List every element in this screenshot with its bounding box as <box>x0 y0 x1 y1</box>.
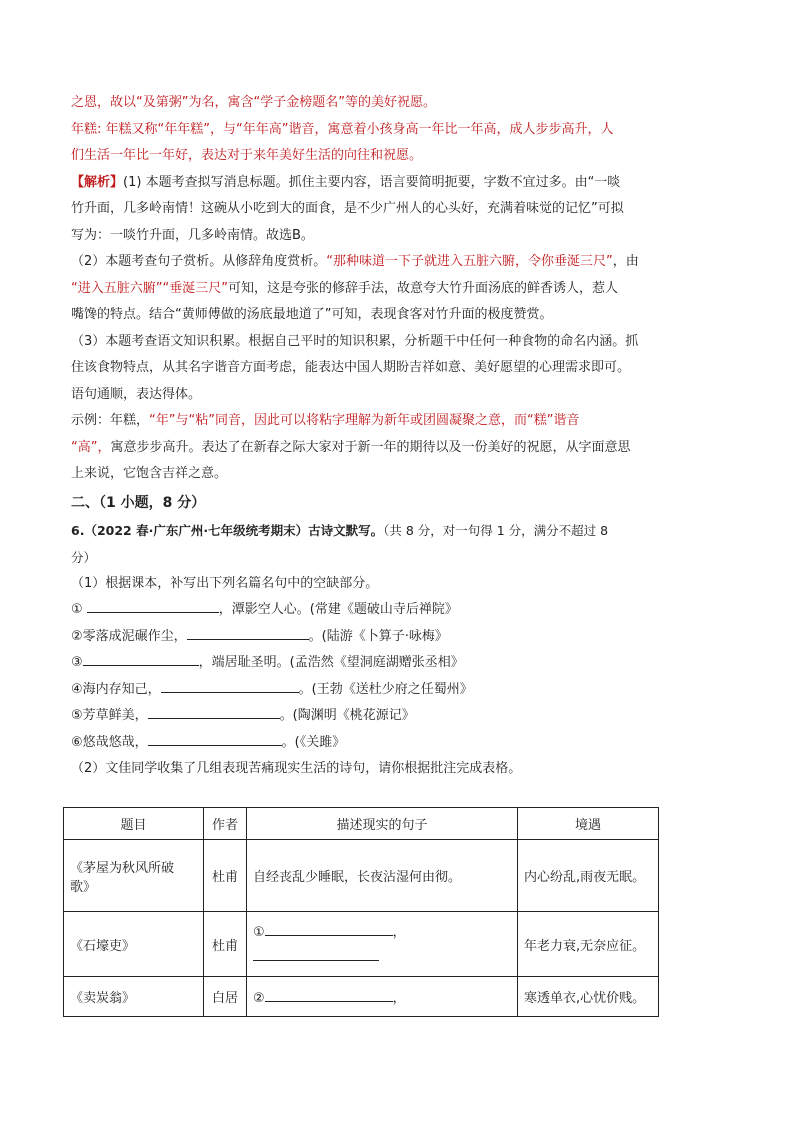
cell-author: 杜甫 <box>204 840 247 912</box>
example-text: 示例：年糕， <box>71 413 150 428</box>
fill-item-3 <box>71 650 721 677</box>
table-row <box>64 840 659 912</box>
analysis-paragraph-2 <box>71 249 721 276</box>
item-prefix: ②零落成泥碾作尘， <box>71 628 187 644</box>
fill-item-2 <box>71 624 721 651</box>
answer-line: 们生活一年比一年好，表达对于来年美好生活的向往和祝愿。 <box>71 148 423 163</box>
analysis-text: （2）本题考查句子赏析。从修辞角度赏析。 <box>71 254 327 269</box>
cell-situation: 年老力衰,无奈应征。 <box>518 912 659 977</box>
question-rule-cont: 分） <box>71 549 97 565</box>
item-suffix: 。(陆游《卜算子·咏梅》 <box>308 628 448 644</box>
item-suffix: 。(《关雎》 <box>281 734 346 750</box>
table-row <box>64 977 659 1017</box>
question-source: （2022 春·广东广州·七年级统考期末）古诗文默写。 <box>84 522 384 538</box>
answer-blank[interactable] <box>253 946 379 961</box>
item-prefix: ④海内存知己， <box>71 681 161 697</box>
answer-blank[interactable] <box>161 678 299 693</box>
header-author: 作者 <box>204 808 247 840</box>
subquestion-1: （1）根据课本，补写出下列名篇名句中的空缺部分。 <box>71 575 379 591</box>
answer-blank[interactable] <box>265 921 393 936</box>
title-text: 歌》 <box>70 879 97 895</box>
header-sentence: 描述现实的句子 <box>247 808 518 840</box>
fill-item-4 <box>71 677 721 704</box>
poem-table <box>63 807 659 1017</box>
header-situation: 境遇 <box>518 808 659 840</box>
answer-line: 年糕: 年糕又称“年年糕”，与“年年高”谐音，寓意着小孩身高一年比一年高，成人步步高升，人 <box>71 121 614 137</box>
section-heading: 二、（1 小题，8 分） <box>71 494 206 511</box>
cell-title: 《卖炭翁》 <box>64 977 204 1017</box>
answer-blank[interactable] <box>87 598 219 613</box>
item-suffix: 。(陶渊明《桃花源记》 <box>279 708 415 723</box>
answer-blank[interactable] <box>148 731 282 746</box>
cell-author: 白居 <box>204 977 247 1017</box>
blank-mark: ① <box>253 924 265 940</box>
table-row <box>64 912 659 977</box>
answer-blank[interactable] <box>148 704 280 719</box>
cell-title <box>64 840 204 912</box>
analysis-text: ，由 <box>612 254 639 269</box>
example-red-text: “高”， <box>71 439 111 455</box>
analysis-line: 嘴馋的特点。结合“黄师傅做的汤底最地道了”可知，表现食客对竹升面的极度赞赏。 <box>71 307 553 322</box>
answer-blank[interactable] <box>265 987 393 1002</box>
fill-item-1 <box>71 597 721 624</box>
item-suffix: ，潭影空人心。(常建《题破山寺后禅院》 <box>218 602 458 617</box>
analysis-line: 住该食物特点，从其名字谐音方面考虑，能表达中国人期盼吉祥如意、美好愿望的心理需求即可。 <box>71 360 631 375</box>
example-line <box>71 435 721 462</box>
question-number: 6. <box>71 522 85 538</box>
table-header-row <box>64 808 659 840</box>
fill-item-5 <box>71 703 721 730</box>
analysis-text: (1) 本题考查拟写消息标题。抓住主要内容，语言要简明扼要，字数不宜过多。由“一啖 <box>123 174 621 190</box>
blank-mark: ② <box>253 991 265 1006</box>
analysis-text: 可知，这是夸张的修辞手法，故意夸大竹升面汤底的鲜香诱人，惹人 <box>227 280 618 296</box>
question-rule: （共 8 分，对一句得 1 分，满分不超过 8 <box>383 522 609 538</box>
cell-sentence: ① ， <box>247 912 518 977</box>
answer-blank[interactable] <box>187 625 309 640</box>
quoted-text: “进入五脏六腑”“垂涎三尺” <box>71 280 228 296</box>
example-text: 寓意步步高升。表达了在新春之际大家对于新一年的期待以及一份美好的祝愿，从字面意思 <box>110 439 631 455</box>
analysis-tag: 【解析】 <box>71 174 124 190</box>
cell-sentence: ② ， <box>247 977 518 1017</box>
example-paragraph <box>71 408 721 435</box>
analysis-line: 语句通顺，表达得体。 <box>71 386 202 402</box>
item-prefix: ③ <box>71 655 83 670</box>
answer-line: 之恩，故以“及第粥”为名，寓含“学子金榜题名”等的美好祝愿。 <box>71 95 436 110</box>
cell-situation: 寒透单衣,心忧价贱。 <box>518 977 659 1017</box>
title-text: 《茅屋为秋风所破 <box>70 860 175 876</box>
item-suffix: 。(王勃《送杜少府之任蜀州》 <box>298 681 473 697</box>
question-title <box>71 517 721 544</box>
analysis-line <box>71 276 721 303</box>
cell-situation: 内心纷乱,雨夜无眠。 <box>518 840 659 912</box>
cell-title: 《石壕吏》 <box>64 912 204 977</box>
fill-item-6 <box>71 730 721 757</box>
item-prefix: ⑤芳草鲜美， <box>71 708 148 723</box>
analysis-paragraph-3: （3）本题考查语文知识积累。根据自己平时的知识积累，分析题干中任何一种食物的命名内涵。抓 <box>71 333 639 349</box>
answer-blank[interactable] <box>83 651 199 666</box>
subquestion-2: （2）文佳同学收集了几组表现苦痛现实生活的诗句，请你根据批注完成表格。 <box>71 761 522 776</box>
analysis-line: 竹升面，几多岭南情！这碗从小吃到大的面食，是不少广州人的心头好，充满着味觉的记忆”可拟 <box>71 201 624 216</box>
example-line: 上来说，它饱含吉祥之意。 <box>71 466 228 481</box>
document-page <box>71 90 721 783</box>
analysis-line: 写为：一啖竹升面，几多岭南情。故选B。 <box>71 227 314 243</box>
cell-sentence: 自经丧乱少睡眠，长夜沾湿何由彻。 <box>247 840 518 912</box>
quoted-text: “那种味道一下子就进入五脏六腑，令你垂涎三尺” <box>326 254 613 269</box>
item-prefix: ⑥悠哉悠哉， <box>71 734 148 750</box>
example-red-text: “年”与“粘”同音，因此可以将粘字理解为新年或团圆凝聚之意，而“糕”谐音 <box>149 413 580 428</box>
item-suffix: ，端居耻圣明。(孟浩然《望洞庭湖赠张丞相》 <box>198 655 464 670</box>
item-prefix: ① <box>71 602 87 617</box>
cell-author: 杜甫 <box>204 912 247 977</box>
header-title: 题目 <box>64 808 204 840</box>
analysis-paragraph-1 <box>71 170 721 197</box>
